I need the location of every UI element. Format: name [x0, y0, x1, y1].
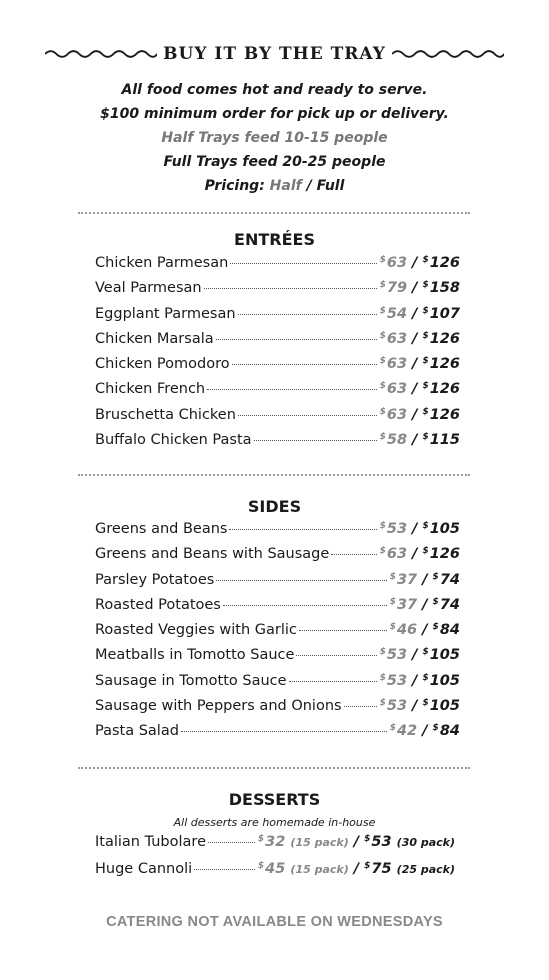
full-price-value: 126	[429, 255, 460, 271]
currency-symbol: $	[379, 381, 386, 392]
right-squiggle-ornament	[392, 47, 504, 61]
full-price	[422, 255, 460, 271]
dot-leader	[216, 580, 386, 581]
price	[380, 306, 460, 322]
dotted-divider	[78, 767, 470, 769]
menu-item-name: Roasted Veggies with Garlic	[95, 622, 297, 639]
currency-symbol: $	[422, 647, 429, 658]
currency-symbol: $	[364, 834, 371, 844]
half-price-value: 45	[265, 861, 286, 877]
menu-item	[95, 521, 460, 546]
half-price	[258, 834, 349, 850]
price	[258, 861, 455, 877]
dot-leader	[296, 655, 376, 656]
full-price	[422, 306, 460, 322]
currency-symbol: $	[379, 305, 386, 316]
dot-leader	[216, 339, 377, 340]
full-price-value: 126	[429, 330, 460, 347]
dotted-divider	[78, 474, 470, 476]
price	[380, 698, 460, 714]
currency-symbol: $	[257, 861, 265, 871]
half-price-value: 53	[386, 647, 408, 664]
currency-symbol: $	[422, 356, 429, 367]
menu-item-name: Huge Cannoli	[95, 861, 193, 877]
price-slash: /	[407, 698, 423, 715]
menu-item-name: Roasted Potatoes	[95, 596, 221, 613]
menu-item-name: Veal Parmesan	[95, 280, 202, 297]
half-price	[380, 647, 407, 663]
full-price-value: 75	[371, 861, 392, 877]
currency-symbol: $	[379, 672, 386, 683]
full-price-value: 107	[429, 305, 460, 322]
menu-item	[95, 546, 460, 571]
sides-list	[95, 521, 460, 749]
dot-leader	[204, 288, 377, 289]
price-slash: /	[348, 834, 365, 850]
half-price	[380, 546, 407, 562]
currency-symbol: $	[422, 381, 429, 392]
intro-line-full-trays: Full Trays feed 20-25 people	[163, 154, 386, 170]
currency-symbol: $	[364, 861, 371, 871]
currency-symbol: $	[422, 406, 429, 417]
half-price-value: 53	[386, 672, 408, 689]
full-price-value: 126	[429, 356, 460, 373]
menu-item-name: Sausage in Tomotto Sauce	[95, 672, 287, 689]
menu-item	[95, 622, 460, 647]
price-slash: /	[407, 356, 423, 373]
full-price-value: 74	[439, 571, 460, 588]
full-price	[422, 432, 460, 448]
menu-item-name: Greens and Beans	[95, 521, 228, 537]
full-price-value: 84	[439, 723, 460, 740]
page-title: BUY IT BY THE TRAY	[163, 44, 386, 64]
menu-item-name: Buffalo Chicken Pasta	[95, 432, 252, 449]
half-price	[258, 861, 349, 877]
menu-item-name: Greens and Beans with Sausage	[95, 546, 330, 563]
half-price	[390, 723, 417, 739]
dot-leader	[207, 389, 376, 390]
full-price-value: 53	[371, 834, 392, 850]
full-price-value: 84	[439, 622, 460, 639]
menu-item-name: Chicken Parmesan	[95, 255, 229, 271]
full-price-value: 74	[439, 596, 460, 613]
half-price-value: 54	[386, 305, 408, 322]
dot-leader	[238, 415, 377, 416]
desserts-list	[95, 834, 455, 888]
price	[390, 597, 460, 613]
price	[380, 546, 460, 562]
currency-symbol: $	[389, 596, 396, 607]
full-price	[422, 673, 460, 689]
currency-symbol: $	[379, 432, 386, 443]
menu-item-name: Bruschetta Chicken	[95, 406, 236, 423]
price	[380, 280, 460, 296]
price-slash: /	[417, 571, 433, 588]
dot-leader	[229, 529, 376, 530]
menu-item-name: Chicken Pomodoro	[95, 356, 230, 373]
half-price-value: 63	[386, 255, 408, 271]
half-price	[380, 698, 407, 714]
half-price	[380, 280, 407, 296]
half-price-value: 63	[386, 381, 408, 398]
half-price	[380, 306, 407, 322]
menu-item	[95, 723, 460, 748]
dot-leader	[331, 554, 376, 555]
full-price-value: 105	[429, 521, 460, 537]
price-slash: /	[417, 723, 433, 740]
intro-line-minimum: $100 minimum order for pick up or delivery.	[100, 106, 449, 122]
full-price-value: 126	[429, 381, 460, 398]
menu-item	[95, 306, 460, 331]
currency-symbol: $	[379, 280, 386, 291]
menu-item	[95, 407, 460, 432]
dot-leader	[344, 706, 377, 707]
menu-item	[95, 698, 460, 723]
half-price-value: 63	[386, 546, 408, 563]
price	[390, 723, 460, 739]
menu-item-name: Meatballs in Tomotto Sauce	[95, 647, 295, 664]
full-price-value: 115	[429, 432, 460, 449]
full-price	[422, 647, 460, 663]
full-price	[422, 331, 460, 347]
half-price-value: 42	[396, 723, 418, 740]
price	[380, 673, 460, 689]
full-pack-size: (25 pack)	[396, 863, 455, 876]
half-price	[390, 597, 417, 613]
full-price	[422, 407, 460, 423]
half-price-value: 63	[386, 356, 408, 373]
currency-symbol: $	[389, 723, 396, 734]
full-price	[422, 356, 460, 372]
currency-symbol: $	[422, 255, 429, 265]
half-price-value: 53	[386, 698, 408, 715]
price	[380, 331, 460, 347]
half-price-value: 79	[386, 280, 408, 297]
currency-symbol: $	[379, 330, 386, 341]
dot-leader	[230, 263, 376, 264]
currency-symbol: $	[379, 356, 386, 367]
price	[258, 834, 455, 850]
menu-item	[95, 861, 455, 888]
full-price	[422, 381, 460, 397]
currency-symbol: $	[422, 672, 429, 683]
full-price-value: 105	[429, 698, 460, 715]
half-price	[380, 673, 407, 689]
full-price	[422, 280, 460, 296]
full-price	[433, 572, 460, 588]
price-slash: /	[407, 381, 423, 398]
sides-title: SIDES	[247, 497, 302, 516]
dot-leader	[254, 440, 377, 441]
menu-item	[95, 572, 460, 597]
price-slash: /	[417, 622, 433, 639]
currency-symbol: $	[422, 280, 429, 291]
menu-item	[95, 597, 460, 622]
currency-symbol: $	[379, 406, 386, 417]
half-price-value: 63	[386, 330, 408, 347]
price	[380, 356, 460, 372]
intro-line-pricing	[0, 174, 549, 198]
full-price	[433, 622, 460, 638]
menu-item	[95, 255, 460, 280]
full-price	[422, 546, 460, 562]
pricing-slash: /	[306, 178, 312, 194]
menu-item	[95, 647, 460, 672]
price	[380, 407, 460, 423]
menu-item-name: Chicken Marsala	[95, 330, 214, 347]
currency-symbol: $	[422, 698, 429, 709]
half-pack-size: (15 pack)	[290, 836, 349, 849]
half-price	[380, 356, 407, 372]
price	[380, 521, 460, 537]
price-slash: /	[417, 596, 433, 613]
dot-leader	[223, 605, 387, 606]
desserts-title: DESSERTS	[228, 790, 321, 809]
menu-item-name: Pasta Salad	[95, 723, 179, 740]
menu-item	[95, 432, 460, 457]
price-slash: /	[407, 305, 423, 322]
entrees-list	[95, 255, 460, 457]
currency-symbol: $	[257, 834, 265, 844]
menu-item-name: Eggplant Parmesan	[95, 305, 236, 322]
desserts-note: All desserts are homemade in-house	[173, 816, 376, 829]
currency-symbol: $	[422, 521, 429, 531]
half-price	[390, 622, 417, 638]
menu-item	[95, 331, 460, 356]
currency-symbol: $	[432, 723, 439, 734]
left-squiggle-ornament	[45, 47, 157, 61]
half-price	[390, 572, 417, 588]
currency-symbol: $	[389, 571, 396, 582]
menu-item-name: Sausage with Peppers and Onions	[95, 698, 342, 715]
currency-symbol: $	[379, 546, 386, 557]
intro-line-half-trays: Half Trays feed 10-15 people	[161, 130, 388, 146]
menu-item-name: Parsley Potatoes	[95, 571, 215, 588]
half-price-value: 37	[396, 596, 418, 613]
currency-symbol: $	[422, 305, 429, 316]
full-price	[364, 834, 455, 850]
price-slash: /	[407, 546, 423, 563]
full-price-value: 158	[429, 280, 460, 297]
dot-leader	[208, 842, 255, 843]
half-price	[380, 407, 407, 423]
half-price-value: 63	[386, 406, 408, 423]
menu-item	[95, 673, 460, 698]
dot-leader	[194, 869, 255, 870]
currency-symbol: $	[379, 521, 386, 531]
currency-symbol: $	[422, 546, 429, 557]
price-slash: /	[407, 672, 423, 689]
currency-symbol: $	[432, 622, 439, 633]
currency-symbol: $	[379, 255, 386, 265]
wednesday-notice: CATERING NOT AVAILABLE ON WEDNESDAYS	[106, 914, 443, 930]
half-price	[380, 255, 407, 271]
price	[380, 647, 460, 663]
half-price-value: 58	[386, 432, 408, 449]
half-price-value: 46	[396, 622, 418, 639]
full-price	[433, 723, 460, 739]
price-slash: /	[407, 521, 423, 537]
dot-leader	[289, 681, 377, 682]
menu-header	[45, 40, 504, 68]
price	[380, 381, 460, 397]
currency-symbol: $	[379, 698, 386, 709]
half-price	[380, 331, 407, 347]
dot-leader	[299, 630, 387, 631]
full-price	[433, 597, 460, 613]
currency-symbol: $	[422, 330, 429, 341]
full-price-value: 105	[429, 672, 460, 689]
dot-leader	[181, 731, 387, 732]
full-price-value: 126	[429, 406, 460, 423]
menu-item	[95, 381, 460, 406]
full-price-value: 126	[429, 546, 460, 563]
half-price	[380, 432, 407, 448]
price-slash: /	[407, 280, 423, 297]
price-slash: /	[407, 432, 423, 449]
half-price-value: 32	[265, 834, 286, 850]
entrees-title: ENTRÉES	[234, 230, 315, 249]
price-slash: /	[348, 861, 365, 877]
menu-item	[95, 356, 460, 381]
half-price	[380, 521, 407, 537]
menu-item-name: Italian Tubolare	[95, 834, 206, 850]
currency-symbol: $	[422, 432, 429, 443]
currency-symbol: $	[389, 622, 396, 633]
menu-item	[95, 280, 460, 305]
price-slash: /	[407, 330, 423, 347]
full-price-value: 105	[429, 647, 460, 664]
menu-item-name: Chicken French	[95, 381, 206, 398]
price	[380, 432, 460, 448]
full-price	[422, 521, 460, 537]
intro-line-hot: All food comes hot and ready to serve.	[121, 82, 428, 98]
dot-leader	[232, 364, 377, 365]
half-price-value: 53	[386, 521, 408, 537]
price-slash: /	[407, 406, 423, 423]
intro-block	[0, 78, 549, 198]
price	[390, 622, 460, 638]
price	[380, 255, 460, 271]
currency-symbol: $	[432, 596, 439, 607]
pricing-full: Full	[316, 178, 345, 194]
half-price-value: 37	[396, 571, 418, 588]
half-price	[380, 381, 407, 397]
price	[390, 572, 460, 588]
full-price	[422, 698, 460, 714]
menu-item	[95, 834, 455, 861]
price-slash: /	[407, 255, 423, 271]
full-pack-size: (30 pack)	[396, 836, 455, 849]
currency-symbol: $	[379, 647, 386, 658]
half-pack-size: (15 pack)	[290, 863, 349, 876]
full-price	[364, 861, 455, 877]
dot-leader	[238, 314, 377, 315]
currency-symbol: $	[432, 571, 439, 582]
dotted-divider	[78, 212, 470, 214]
price-slash: /	[407, 647, 423, 664]
pricing-half: Half	[269, 178, 302, 194]
pricing-label: Pricing:	[204, 178, 265, 194]
